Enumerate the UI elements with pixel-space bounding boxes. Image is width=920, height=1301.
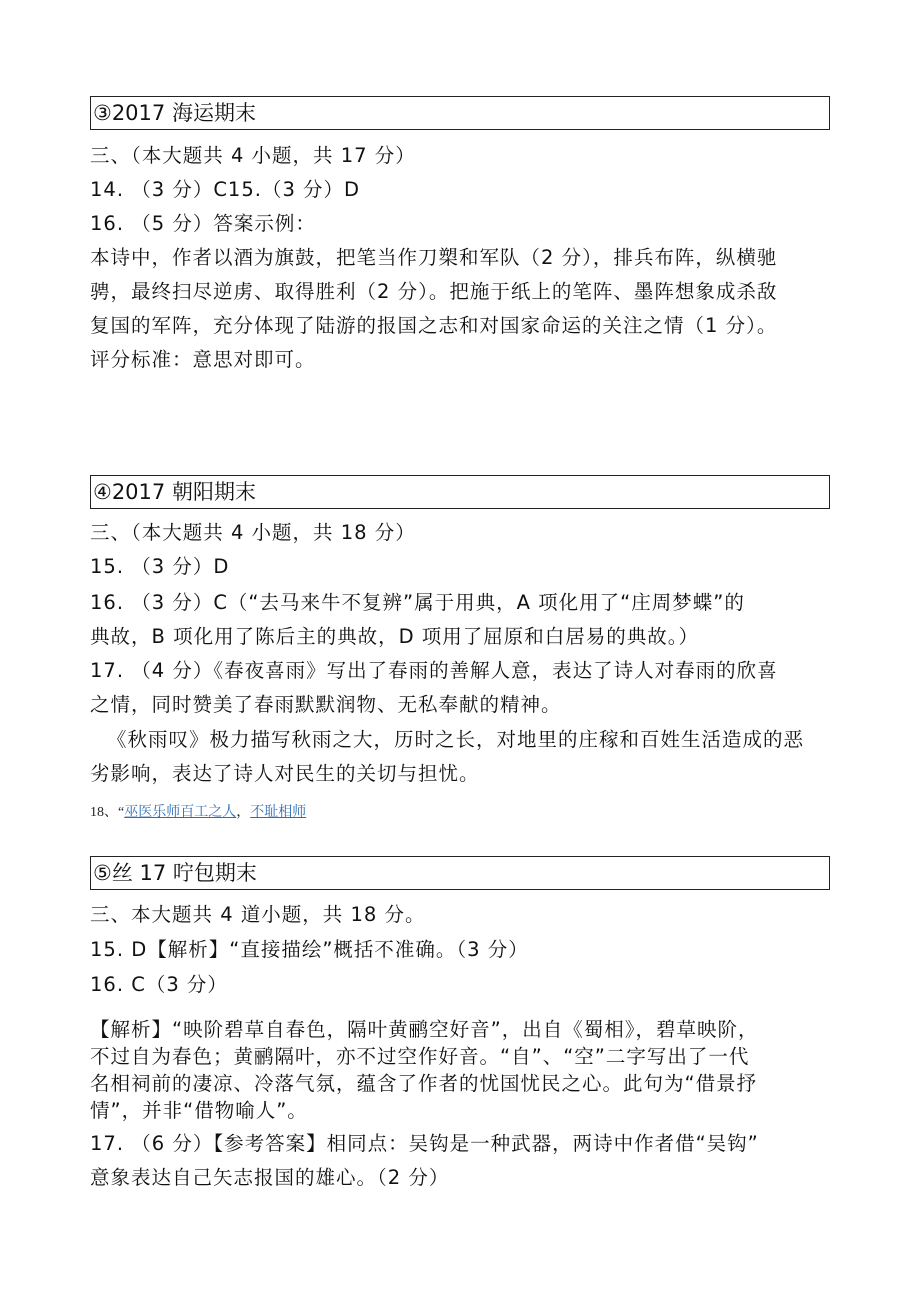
s3-line-6: 复国的军阵，充分体现了陆游的报国之志和对国家命运的关注之情（1 分）。 (90, 314, 778, 337)
section-header-5: ⑤丝 17 咛包期末 (90, 856, 830, 890)
s3-line-3: 16. （5 分）答案示例： (90, 212, 316, 235)
s5-line-6: 名相祠前的凄凉、冷落气氛，蕴含了作者的忧国忧民之心。此句为“借景抒 (90, 1072, 758, 1095)
section-header-chaoyang: ④2017 朝阳期末 (90, 475, 830, 509)
s3-line-7: 评分标准：意思对即可。 (90, 348, 316, 371)
s4-line-4: 典故，B 项化用了陈后主的典故，D 项用了屈原和白居易的典故。） (90, 625, 700, 648)
s5-line-7: 情”，并非“借物喻人”。 (90, 1099, 308, 1122)
section-header-haiyun: ③2017 海运期末 (90, 96, 830, 130)
s5-line-3: 16. C（3 分） (90, 973, 228, 996)
item-18 (90, 801, 306, 821)
s5-line-9: 意象表达自己矢志报国的雄心。（2 分） (90, 1166, 450, 1189)
s5-line-2: 15. D【解析】“直接描绘”概括不准确。（3 分） (90, 938, 529, 961)
item-18-separator: ， (236, 805, 251, 820)
s3-line-2: 14. （3 分）C15.（3 分）D (90, 178, 361, 201)
s4-line-6: 之情，同时赞美了春雨默默润物、无私奉献的精神。 (90, 693, 562, 716)
s4-line-2: 15. （3 分）D (90, 555, 230, 578)
s4-line-3: 16. （3 分）C（“去马来牛不复辨”属于用典，A 项化用了“庄周梦蝶”的 (90, 591, 745, 614)
s4-line-5: 17. （4 分）《春夜喜雨》写出了春雨的善解人意，表达了诗人对春雨的欣喜 (90, 659, 778, 682)
s3-line-4: 本诗中，作者以酒为旗鼓，把笔当作刀槊和军队（2 分），排兵布阵，纵横驰 (90, 246, 778, 269)
s4-line-1: 三、（本大题共 4 小题，共 18 分） (90, 521, 416, 544)
s5-line-1: 三、本大题共 4 道小题，共 18 分。 (90, 903, 426, 926)
s5-line-4: 【解析】“映阶碧草自春色，隔叶黄鹂空好音”，出自《蜀相》，碧草映阶， (90, 1018, 759, 1041)
s3-line-5: 骋，最终扫尽逆虏、取得胜利（2 分）。把施于纸上的笔阵、墨阵想象成杀敌 (90, 280, 778, 303)
s4-line-7: 《秋雨叹》极力描写秋雨之大，历时之长，对地里的庄稼和百姓生活造成的恶 (107, 728, 805, 751)
s3-line-1: 三、（本大题共 4 小题，共 17 分） (90, 144, 416, 167)
s5-line-5: 不过自为春色；黄鹂隔叶，亦不过空作好音。“自”、“空”二字写出了一代 (90, 1045, 750, 1068)
s4-line-8: 劣影响，表达了诗人对民生的关切与担忧。 (90, 762, 480, 785)
item-18-prefix: 18、“ (90, 805, 125, 820)
item-18-link-2[interactable]: 不耻相师 (250, 805, 307, 820)
s5-line-8: 17. （6 分）【参考答案】相同点：吴钩是一种武器，两诗中作者借“吴钩” (90, 1132, 759, 1155)
item-18-link-1[interactable]: 巫医乐师百工之人 (124, 805, 237, 820)
